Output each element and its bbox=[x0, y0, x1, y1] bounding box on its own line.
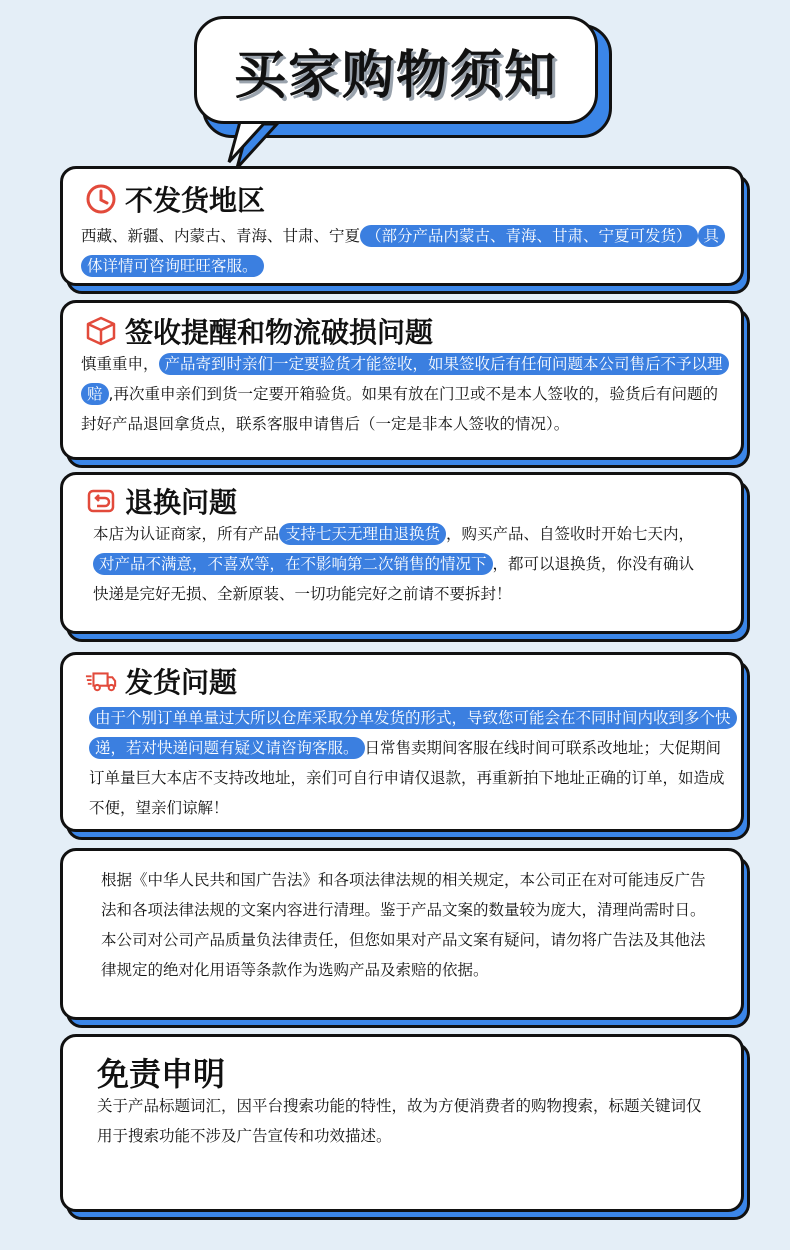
highlighted-text: 产品寄到时亲们一定要验货才能签收，如果签收后有任何问题本公司售后不予以理赔 bbox=[81, 353, 729, 405]
section-title: 免责申明 bbox=[97, 1055, 226, 1093]
section-title: 退换问题 bbox=[125, 486, 238, 519]
delivery-truck-icon bbox=[85, 665, 117, 697]
highlighted-text: 由于个别订单单量过大所以仓库采取分单发货的形式，导致您可能会在不同时间内收到多个快递，若对快递问题有疑义请咨询客服。 bbox=[89, 707, 737, 759]
section-body bbox=[89, 703, 731, 823]
section-disclaimer bbox=[60, 1034, 744, 1212]
highlighted-text: 具体详情可咨询旺旺客服。 bbox=[81, 225, 725, 277]
section-returns bbox=[60, 472, 744, 634]
section-body bbox=[97, 1091, 711, 1151]
section-header bbox=[85, 311, 433, 351]
page-title: 买家购物须知 bbox=[233, 45, 558, 106]
body-text: ，都可以退换货，你没有确认快递是完好无损、全新原装、一切功能完好之前请不要拆封！ bbox=[93, 555, 695, 603]
body-text: 日常售卖期间客服在线时间可联系改地址；大促期间订单量巨大本店不支持改地址，亲们可自行申请仅退款，再重新拍下地址正确的订单，如造成不便，望亲们谅解！ bbox=[89, 739, 725, 817]
clock-icon bbox=[85, 183, 117, 215]
section-no-shipping-regions bbox=[60, 166, 744, 286]
section-body bbox=[81, 349, 727, 439]
package-box-icon bbox=[85, 315, 117, 347]
return-icon bbox=[85, 485, 117, 517]
section-title: 不发货地区 bbox=[125, 184, 266, 217]
section-shipping bbox=[60, 652, 744, 832]
highlighted-text: 支持七天无理由退换货 bbox=[279, 523, 446, 545]
body-text: ，购买产品、自签收时开始七天内， bbox=[446, 525, 695, 543]
body-text: ,再次重申亲们到货一定要开箱验货。如果有放在门卫或不是本人签收的，验货后有问题的封好产品退回拿货点，联系客服申请售后（一定是非本人签收的情况）。 bbox=[81, 385, 718, 433]
section-body bbox=[93, 519, 707, 609]
body-text: 根据《中华人民共和国广告法》和各项法律法规的相关规定，本公司正在对可能违反广告法和各项法律法规的文案内容进行清理。鉴于产品文案的数量较为庞大，清理尚需时日。本公司对公司产品质量负法律责任，但您如果对产品文案有疑问，请勿将广告法及其他法律规定的绝对化用语等条款作为选购产品及索赔的依据。 bbox=[101, 871, 706, 979]
section-header bbox=[85, 481, 237, 521]
title-bubble bbox=[194, 16, 598, 124]
section-body bbox=[101, 865, 711, 985]
section-advertising-law bbox=[60, 848, 744, 1020]
speech-bubble-tail bbox=[225, 118, 285, 170]
section-title: 签收提醒和物流破损问题 bbox=[125, 316, 434, 349]
body-text: 慎重重申， bbox=[81, 355, 159, 373]
section-header bbox=[85, 661, 237, 701]
body-text: 西藏、新疆、内蒙古、青海、甘肃、宁夏 bbox=[81, 227, 361, 245]
body-text: 本店为认证商家，所有产品 bbox=[93, 525, 280, 543]
section-body bbox=[81, 221, 727, 281]
section-delivery-damage bbox=[60, 300, 744, 460]
body-text: 关于产品标题词汇，因平台搜索功能的特性，故为方便消费者的购物搜索，标题关键词仅用于搜索功能不涉及广告宣传和功效描述。 bbox=[97, 1097, 702, 1145]
section-title: 发货问题 bbox=[125, 666, 238, 699]
section-header bbox=[97, 1049, 225, 1095]
highlighted-text: 对产品不满意，不喜欢等，在不影响第二次销售的情况下 bbox=[93, 553, 493, 575]
section-header bbox=[85, 179, 265, 219]
highlighted-text: （部分产品内蒙古、青海、甘肃、宁夏可发货） bbox=[360, 225, 698, 247]
